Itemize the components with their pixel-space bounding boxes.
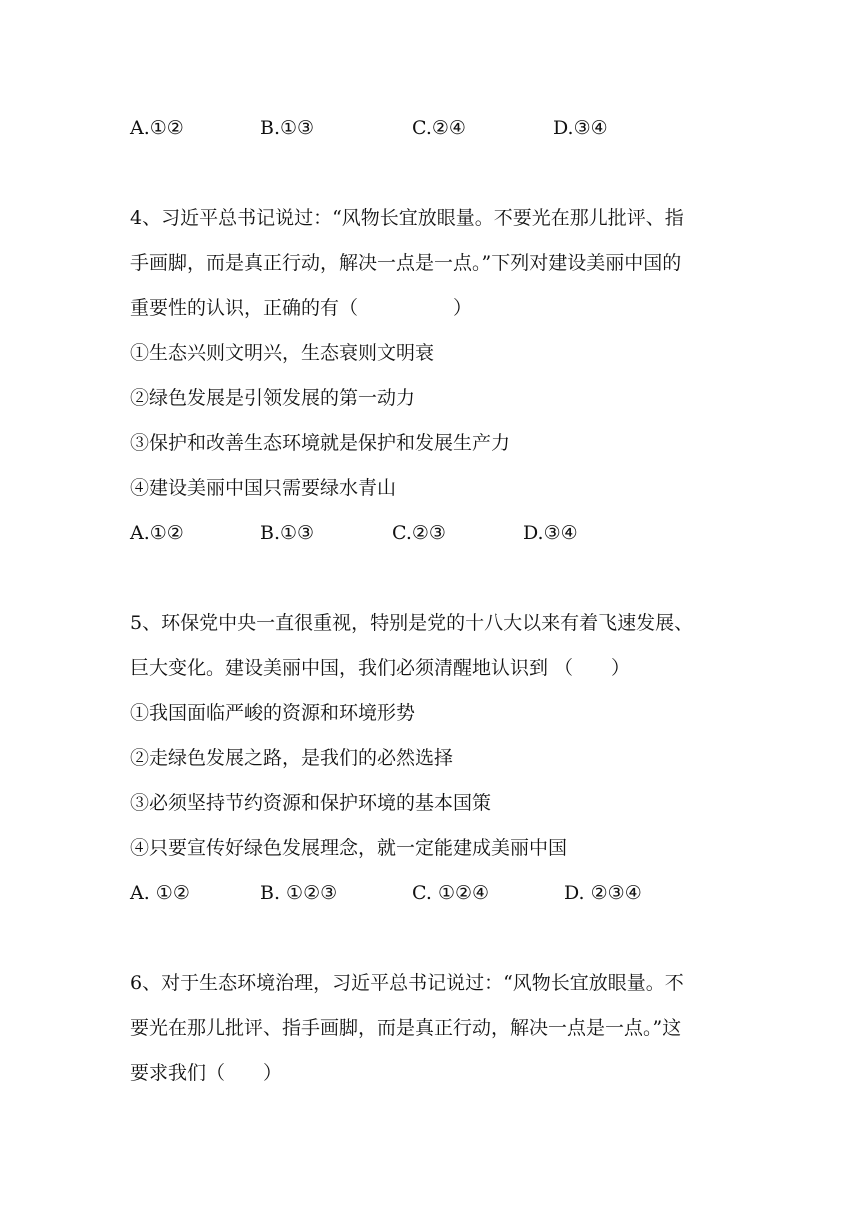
q4-stem-line-1: 4、习近平总书记说过：“风物长宜放眼量。不要光在那儿批评、指 (130, 207, 684, 229)
q5-item-4: ④只要宣传好绿色发展理念，就一定能建成美丽中国 (130, 837, 568, 859)
q3-option-d: D.③④ (553, 117, 608, 139)
q6-stem-line-2: 要光在那儿批评、指手画脚，而是真正行动，解决一点是一点。”这 (130, 1017, 682, 1039)
q5-item-1: ①我国面临严峻的资源和环境形势 (130, 702, 416, 724)
q3-options (130, 116, 770, 140)
q4-option-b: B.①③ (260, 522, 315, 544)
q4-item-1: ①生态兴则文明兴，生态衰则文明衰 (130, 342, 435, 364)
q4-stem-line-3: 重要性的认识，正确的有（ ） (130, 297, 473, 319)
q5-option-d: D. ②③④ (564, 882, 642, 904)
q4-item-2: ②绿色发展是引领发展的第一动力 (130, 387, 416, 409)
q5-option-c: C. ①②④ (412, 882, 490, 904)
q6-stem-line-1: 6、对于生态环境治理，习近平总书记说过：“风物长宜放眼量。不 (130, 972, 684, 994)
q5-stem-line-2: 巨大变化。建设美丽中国，我们必须清醒地认识到 （ ） (130, 657, 631, 679)
q4-item-3: ③保护和改善生态环境就是保护和发展生产力 (130, 432, 511, 454)
q3-option-c: C.②④ (412, 117, 466, 139)
q5-stem-line-1: 5、环保党中央一直很重视，特别是党的十八大以来有着飞速发展、 (130, 612, 694, 634)
q4-item-4: ④建设美丽中国只需要绿水青山 (130, 477, 397, 499)
q3-option-b: B.①③ (260, 117, 315, 139)
q4-option-a: A.①② (130, 522, 184, 544)
q5-options (130, 881, 770, 905)
q4-option-c: C.②③ (392, 522, 446, 544)
q4-option-d: D.③④ (523, 522, 578, 544)
q5-option-a: A. ①② (130, 882, 190, 904)
q5-item-2: ②走绿色发展之路，是我们的必然选择 (130, 747, 454, 769)
q4-stem-line-2: 手画脚，而是真正行动，解决一点是一点。”下列对建设美丽中国的 (130, 252, 682, 274)
q5-item-3: ③必须坚持节约资源和保护环境的基本国策 (130, 792, 492, 814)
q3-option-a: A.①② (130, 117, 184, 139)
q6-stem-line-3: 要求我们（ ） (130, 1062, 283, 1084)
q4-options (130, 521, 770, 545)
q5-option-b: B. ①②③ (260, 882, 338, 904)
